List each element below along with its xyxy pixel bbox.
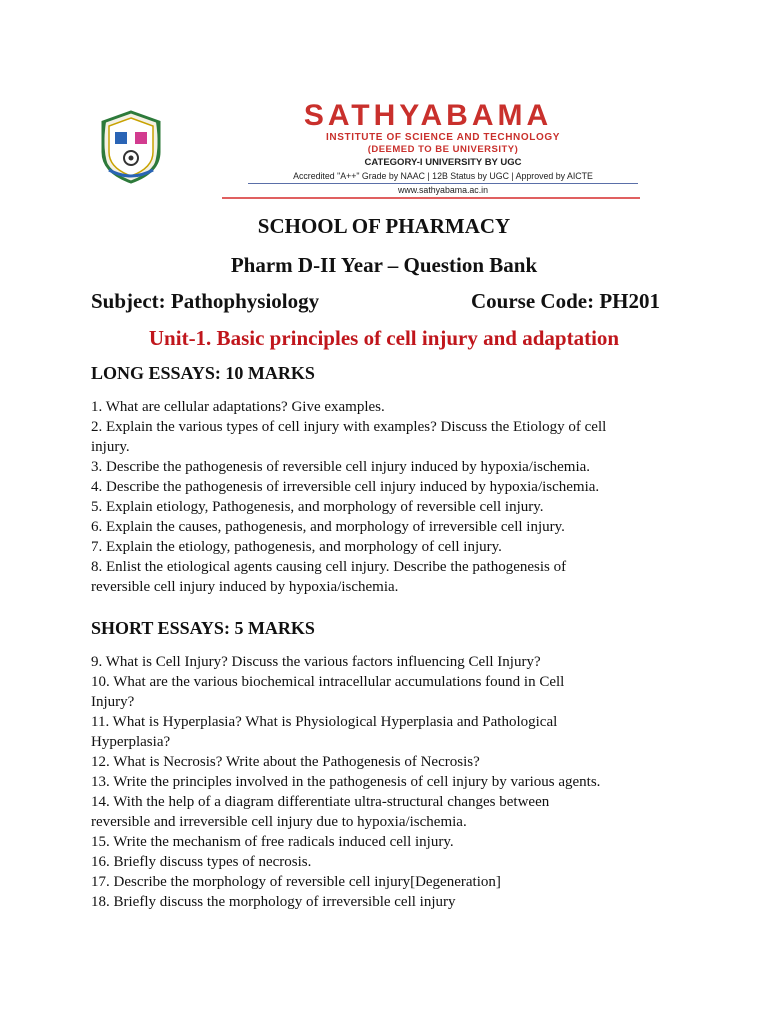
deemed-university-line: (DEEMED TO BE UNIVERSITY) <box>367 144 519 155</box>
question-line: 17. Describe the morphology of reversible cell injury[Degeneration] <box>91 874 501 890</box>
question-line: 4. Describe the pathogenesis of irreversible cell injury induced by hypoxia/ischemia. <box>91 479 600 495</box>
question-line: 16. Briefly discuss types of necrosis. <box>91 854 312 870</box>
header-divider <box>248 183 638 184</box>
website-line: www.sathyabama.ac.in <box>398 185 488 195</box>
question-line: 9. What is Cell Injury? Discuss the various factors influencing Cell Injury? <box>91 654 541 670</box>
unit-heading: Unit-1. Basic principles of cell injury and adaptation <box>148 326 620 350</box>
question-line: 2. Explain the various types of cell injury with examples? Discuss the Etiology of cell <box>91 419 607 435</box>
question-line: 8. Enlist the etiological agents causing cell injury. Describe the pathogenesis of <box>91 559 567 575</box>
question-line: 13. Write the principles involved in the pathogenesis of cell injury by various agents. <box>91 774 601 790</box>
school-title: SCHOOL OF PHARMACY <box>257 214 511 238</box>
letterhead <box>0 0 768 210</box>
university-logo-text <box>248 100 638 196</box>
institute-subtitle: INSTITUTE OF SCIENCE AND TECHNOLOGY <box>326 132 560 143</box>
short-essays-heading: SHORT ESSAYS: 5 MARKS <box>91 618 315 638</box>
course-code-label: Course Code: PH201 <box>471 289 660 313</box>
question-line: 3. Describe the pathogenesis of reversible cell injury induced by hypoxia/ischemia. <box>91 459 591 475</box>
long-essays-list <box>91 397 691 597</box>
university-name: SATHYABAMA <box>303 99 553 132</box>
question-line: 6. Explain the causes, pathogenesis, and morphology of irreversible cell injury. <box>91 519 565 535</box>
question-line: Hyperplasia? <box>91 734 171 750</box>
question-line: 10. What are the various biochemical intracellular accumulations found in Cell <box>91 674 565 690</box>
question-line: 14. With the help of a diagram differentiate ultra-structural changes between <box>91 794 550 810</box>
question-line: 7. Explain the etiology, pathogenesis, and morphology of cell injury. <box>91 539 502 555</box>
header-rule <box>222 197 640 199</box>
question-line: injury. <box>91 439 130 455</box>
long-essays-heading: LONG ESSAYS: 10 MARKS <box>91 363 315 383</box>
question-line: 12. What is Necrosis? Write about the Pathogenesis of Necrosis? <box>91 754 480 770</box>
subject-label: Subject: Pathophysiology <box>91 289 320 313</box>
question-line: 11. What is Hyperplasia? What is Physiological Hyperplasia and Pathological <box>91 714 558 730</box>
accreditation-line: Accredited "A++" Grade by NAAC | 12B Status by UGC | Approved by AICTE <box>293 171 593 181</box>
question-line: Injury? <box>91 694 135 710</box>
question-line: 18. Briefly discuss the morphology of irreversible cell injury <box>91 894 456 910</box>
question-line: reversible cell injury induced by hypoxia/ischemia. <box>91 579 399 595</box>
category-line: CATEGORY-I UNIVERSITY BY UGC <box>364 157 522 168</box>
question-line: 5. Explain etiology, Pathogenesis, and morphology of reversible cell injury. <box>91 499 544 515</box>
short-essays-list <box>91 652 691 912</box>
university-emblem-icon <box>95 108 167 186</box>
question-bank-title: Pharm D-II Year – Question Bank <box>230 253 538 277</box>
question-line: 15. Write the mechanism of free radicals induced cell injury. <box>91 834 454 850</box>
question-line: 1. What are cellular adaptations? Give examples. <box>91 399 385 415</box>
question-line: reversible and irreversible cell injury due to hypoxia/ischemia. <box>91 814 467 830</box>
